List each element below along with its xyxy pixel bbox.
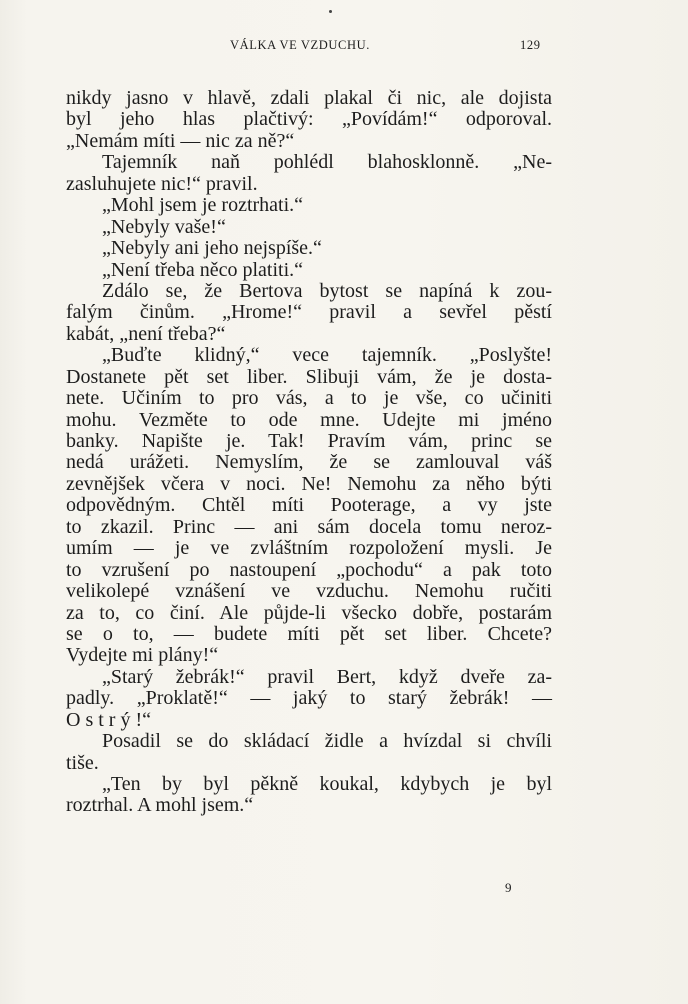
text-line: falým činům. „Hrome!“ pravil a sevřel pěstí [66,301,552,324]
text-line: se o to, — budete míti pět set liber. Chcete? [66,622,552,645]
page-number: 129 [520,38,541,52]
text-line: tiše. [66,751,99,774]
text-line: „Starý žebrák!“ pravil Bert, když dveře za- [102,665,552,688]
text-line: velikolepé vznášení ve vzduchu. Nemohu ručiti [66,580,552,603]
text-line: Zdálo se, že Bertova bytost se napíná k zou- [102,279,552,302]
ink-speck [329,10,332,13]
running-head [0,38,688,58]
text-line: zasluhujete nic!“ pravil. [66,172,258,195]
text-line: „Není třeba něco platiti.“ [102,258,304,281]
text-line: „Mohl jsem je roztrhati.“ [102,194,304,217]
text-line: nedá urážeti. Nemyslím, že se zamlouval váš [66,451,552,474]
text-line: za to, co činí. Ale půjde-li všecko dobře, postarám [66,601,552,624]
text-line: Posadil se do skládací židle a hvízdal si chvíli [102,730,552,753]
text-line: padly. „Proklatě!“ — jaký to starý žebrák! — [66,687,552,710]
text-line: kabát, „není třeba?“ [66,322,226,345]
text-line: „Nemám míti — nic za ně?“ [66,129,295,152]
text-line: byl jeho hlas plačtivý: „Povídám!“ odporoval. [66,108,552,131]
text-line: „Nebyly vaše!“ [102,215,226,238]
text-line: odpovědným. Chtěl míti Pooterage, a vy jste [66,494,552,517]
text-line: „Ten by byl pěkně koukal, kdybych je byl [102,773,552,795]
text-line: nikdy jasno v hlavě, zdali plakal či nic, ale dojista [66,87,552,109]
running-title: VÁLKA VE VZDUCHU. [230,38,370,52]
text-line: „Nebyly ani jeho nejspíše.“ [102,237,322,260]
text-line: roztrhal. A mohl jsem.“ [66,794,254,817]
text-line: „Buďte klidný,“ vece tajemník. „Poslyšte! [102,344,552,367]
text-line: O s t r ý !“ [66,708,151,731]
text-line: Dostanete pět set liber. Slibuji vám, že je dosta- [66,365,552,388]
text-line: umím — je ve zvláštním rozpoložení mysli. Je [66,537,552,560]
text-line: Vydejte mi plány!“ [66,644,219,667]
text-line: banky. Napište je. Tak! Pravím vám, princ se [66,430,552,452]
text-line: zevnějšek včera v noci. Ne! Nemohu za něho býti [66,472,552,495]
text-line: Tajemník naň pohlédl blahosklonně. „Ne- [102,151,552,174]
text-line: to vzrušení po nastoupení „pochodu“ a pak toto [66,558,552,581]
printer-signature-mark: 9 [505,880,512,895]
body-text [66,88,552,817]
text-line: nete. Učiním to pro vás, a to je vše, co učiniti [66,387,552,410]
text-line: mohu. Vezměte to ode mne. Udejte mi jméno [66,408,552,431]
text-line: to zkazil. Princ — ani sám docela tomu neroz- [66,515,552,538]
